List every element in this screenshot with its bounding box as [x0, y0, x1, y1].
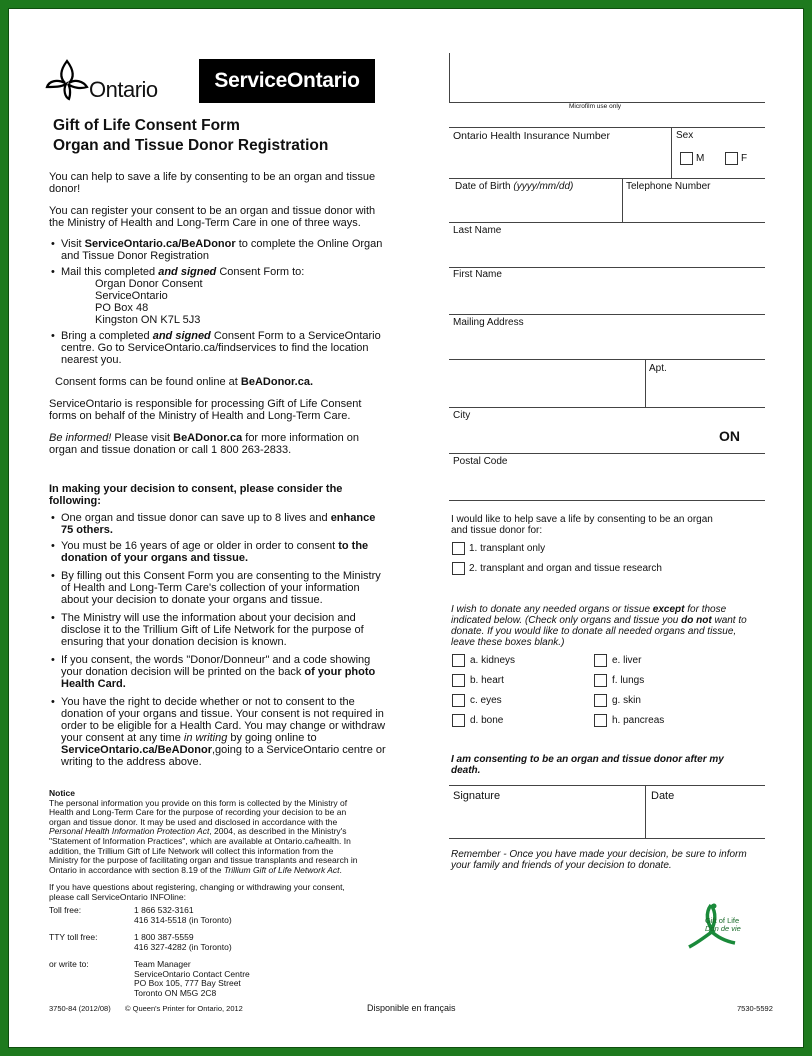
date-divider — [645, 785, 646, 839]
intro-section — [49, 171, 389, 456]
apt-divider — [645, 360, 646, 408]
form-page — [8, 8, 804, 1048]
sex-m-label: M — [696, 153, 705, 164]
reminder-text: Remember - Once you have made your decision, be sure to inform your family and friends of your decision to donate. — [451, 849, 747, 871]
link-change[interactable]: ServiceOntario.ca/BeADonor — [61, 744, 212, 756]
first-name-label: First Name — [453, 269, 502, 280]
microfilm-label: Microfilm use only — [569, 103, 622, 110]
health-number-label: Ontario Health Insurance Number — [453, 130, 610, 142]
consider-b4: • The Ministry will use the information about your decision and disclose it to the Trillium Gift of Life Network for the purpose of ensuring that your donation decision is known. — [49, 612, 389, 648]
kidneys-checkbox[interactable] — [452, 654, 465, 667]
postal-code-label: Postal Code — [453, 456, 508, 467]
eyes-checkbox[interactable] — [452, 694, 465, 707]
sex-label: Sex — [676, 130, 694, 141]
gift-of-life-logo — [685, 899, 765, 949]
sex-m-checkbox[interactable] — [680, 152, 693, 165]
sex-f-label: F — [741, 153, 748, 164]
notice-section — [49, 789, 359, 903]
transplant-only-checkbox[interactable] — [452, 542, 465, 555]
phone-divider — [622, 179, 623, 223]
sex-f-checkbox[interactable] — [725, 152, 738, 165]
title-line-2: Organ and Tissue Donor Registration — [53, 137, 329, 154]
pancreas-label: h. pancreas — [612, 715, 665, 726]
city-label: City — [453, 410, 471, 421]
form-code: 7530-5592 — [737, 1004, 773, 1013]
apt-label[interactable]: Apt. — [649, 363, 667, 374]
french-available: Disponible en français — [367, 1003, 456, 1013]
online-forms: Consent forms can be found online at BeADonor.ca. — [55, 376, 314, 388]
consider-b6: • You have the right to decide whether or not to consent to the donation of your organs and tissue. Your consent is not required in order to be eligible for a Health Card. You may change or withdraw your consent at any time in writing by going online to ServiceOntario.ca/BeADonor,going to a ServiceOntario centre or writing to the address above. — [49, 696, 389, 768]
dob-label: Date of Birth (yyyy/mm/dd) — [455, 181, 574, 192]
contact-write: or write to: Team Manager ServiceOntario Contact Centre PO Box 105, 777 Bay Street Toronto ON M5G 2C8 — [49, 959, 250, 998]
consent-statement: I am consenting to be an organ and tissue donor after my death. — [451, 754, 724, 776]
serviceontario-logo: ServiceOntario — [199, 59, 375, 103]
microfilm-box — [449, 53, 765, 103]
date-label[interactable]: Date — [651, 790, 675, 802]
pancreas-checkbox[interactable] — [594, 714, 607, 727]
kidneys-label: a. kidneys — [470, 655, 516, 666]
consent-question: I would like to help save a life by consenting to be an organ and tissue donor for: — [451, 514, 713, 536]
ontario-wordmark: Ontario — [89, 77, 158, 102]
informed-text: Be informed! Please visit BeADonor.ca for more information on organ and tissue donation or call 1 800 263-2833. — [49, 432, 359, 456]
phone-label[interactable]: Telephone Number — [626, 181, 711, 192]
copyright: © Queen's Printer for Ontario, 2012 — [125, 1004, 243, 1013]
consider-section — [49, 483, 389, 768]
transplant-research-label: 2. transplant and organ and tissue research — [469, 563, 662, 574]
bone-label: d. bone — [470, 715, 504, 726]
consider-heading: In making your decision to consent, please consider the following: — [49, 483, 343, 507]
link-informed[interactable]: BeADonor.ca — [173, 432, 243, 444]
title-line-1: Gift of Life Consent Form — [53, 117, 240, 134]
skin-label: g. skin — [612, 695, 641, 706]
signature-label: Signature — [453, 790, 501, 802]
form-number: 3750-84 (2012/08) — [49, 1004, 111, 1013]
way-2: • Mail this completed and signed Consent Form to: — [49, 266, 389, 278]
lungs-checkbox[interactable] — [594, 674, 607, 687]
skin-checkbox[interactable] — [594, 694, 607, 707]
gift-of-life-text: Gift of Life Don de vie — [705, 916, 741, 933]
mailing-address-block: Organ Donor Consent ServiceOntario PO Box 48 Kingston ON K7L 5J3 — [95, 278, 203, 326]
consider-b3: • By filling out this Consent Form you are consenting to the Ministry of Health and Long-Term Care's collection of your information about your decision to donate your organs and tissue. — [49, 570, 389, 606]
eyes-label: c. eyes — [470, 695, 502, 706]
consider-b5: • If you consent, the words "Donor/Donneur" and a code showing your donation decision will be printed on the back of your photo Health Card. — [49, 654, 389, 690]
consider-b1: • One organ and tissue donor can save up to 8 lives and enhance 75 others. — [49, 512, 389, 536]
way-1: • Visit ServiceOntario.ca/BeADonor to complete the Online Organ and Tissue Donor Registration — [49, 238, 389, 262]
last-name-label: Last Name — [453, 225, 502, 236]
way-3: • Bring a completed and signed Consent Form to a ServiceOntario centre. Go to ServiceOntario.ca/findservices to find the location nearest you. — [49, 330, 389, 366]
page-title — [53, 116, 393, 156]
lungs-label: f. lungs — [612, 675, 645, 686]
heart-label: b. heart — [470, 675, 504, 686]
intro-p1: You can help to save a life by consenting to be an organ and tissue donor! — [49, 171, 376, 195]
except-instructions: I wish to donate any needed organs or tissue except for those indicated below. (Check only organs and tissue you do not want to donate. If you would like to donate all needed organs and tissue, leave these boxes blank.) — [451, 604, 747, 648]
contact-tty: TTY toll free: 1 800 387-5559 416 327-4282 (in Toronto) — [49, 932, 232, 952]
intro-p2: You can register your consent to be an organ and tissue donor with the Ministry of Health and Long-Term Care in one of three ways. — [49, 205, 376, 229]
transplant-research-checkbox[interactable] — [452, 562, 465, 575]
link-online[interactable]: BeADonor.ca. — [240, 376, 314, 388]
responsible-text: ServiceOntario is responsible for processing Gift of Life Consent forms on behalf of the Ministry of Health and Long-Term Care. — [49, 398, 362, 422]
mailing-address-label: Mailing Address — [453, 317, 524, 328]
questions-text: If you have questions about registering, changing or withdrawing your consent, please call ServiceOntario INFOline: — [49, 882, 345, 902]
liver-label: e. liver — [612, 655, 642, 666]
heart-checkbox[interactable] — [452, 674, 465, 687]
province-value: ON — [719, 428, 740, 444]
sex-divider — [671, 127, 672, 179]
consider-b2: • You must be 16 years of age or older in order to consent to the donation of your organs and tissue. — [49, 540, 389, 564]
transplant-only-label: 1. transplant only — [469, 543, 546, 554]
city-field[interactable] — [449, 408, 765, 454]
trillium-icon — [45, 57, 89, 101]
notice-heading: Notice — [49, 788, 75, 798]
address-line-2[interactable] — [449, 360, 765, 408]
notice-body: The personal information you provide on this form is collected by the Ministry of Health and Long-Term Care for the purpose of recording your decision to be an organ and tissue donor. It may be used and disclosed in accordance with the Personal Health Information Protection Act, 2004, as described in the Ministry's "Statement of Information Practices", which are available at Ontario.ca/health. In addition, the Trillium Gift of Life Network will collect this information from the Ministry for the purpose of facilitating organ and tissue transplants and research in Ontario in accordance with section 8.19 of the Trillium Gift of Life Network Act. — [49, 797, 358, 875]
bone-checkbox[interactable] — [452, 714, 465, 727]
liver-checkbox[interactable] — [594, 654, 607, 667]
link-beadonor[interactable]: ServiceOntario.ca/BeADonor — [84, 238, 236, 250]
ontario-logo — [45, 57, 185, 105]
contact-toll-free: Toll free: 1 866 532-3161 416 314-5518 (in Toronto) — [49, 905, 232, 925]
